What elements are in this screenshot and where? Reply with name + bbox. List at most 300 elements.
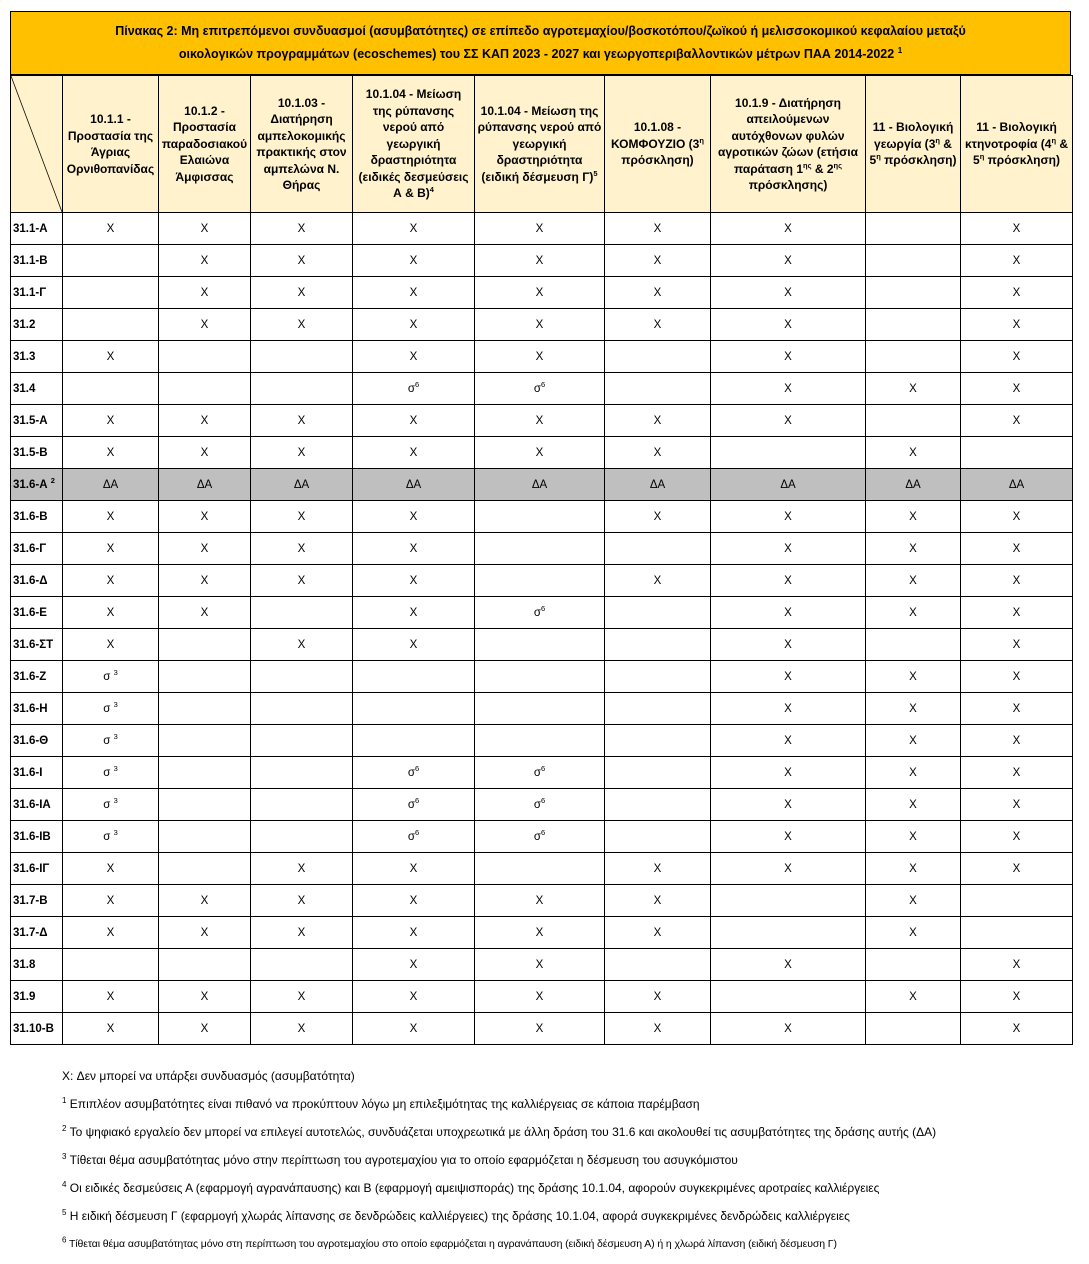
table-cell: [159, 949, 251, 981]
table-cell: X: [251, 405, 353, 437]
table-cell: X: [63, 1013, 159, 1045]
table-row: [11, 309, 1073, 341]
row-header: 31.6-Β: [11, 501, 63, 533]
table-cell: [711, 885, 866, 917]
row-header: 31.8: [11, 949, 63, 981]
table-cell: [251, 661, 353, 693]
table-row: [11, 661, 1073, 693]
table-cell: [475, 693, 605, 725]
table-cell: X: [63, 629, 159, 661]
table-cell: X: [159, 533, 251, 565]
table-cell: X: [159, 213, 251, 245]
row-header: 31.6-Ε: [11, 597, 63, 629]
table-cell: X: [961, 309, 1073, 341]
table-cell: X: [605, 277, 711, 309]
table-cell: $\sigma^6$: [475, 789, 605, 821]
table-cell: X: [961, 725, 1073, 757]
table-cell: X: [711, 949, 866, 981]
table-cell: X: [866, 885, 961, 917]
row-header: 31.6-Η: [11, 693, 63, 725]
table-row: [11, 501, 1073, 533]
footnote: [62, 1178, 1072, 1206]
table-cell: [605, 821, 711, 853]
table-cell: X: [866, 853, 961, 885]
table-cell: $\sigma^6$: [353, 789, 475, 821]
table-cell: [866, 245, 961, 277]
table-cell: [353, 661, 475, 693]
table-cell: X: [353, 949, 475, 981]
table-cell: [605, 373, 711, 405]
column-header-2: 10.1.2 - Προστασία παραδοσιακού Ελαιώνα Άμφισσας: [159, 76, 251, 213]
row-header: 31.6-ΙΒ: [11, 821, 63, 853]
table-cell: X: [251, 213, 353, 245]
table-cell: [711, 437, 866, 469]
table-row: [11, 757, 1073, 789]
table-cell: ΔΑ: [475, 469, 605, 501]
table-cell: X: [159, 405, 251, 437]
table-row: [11, 885, 1073, 917]
table-cell: X: [63, 565, 159, 597]
table-cell: X: [353, 981, 475, 1013]
table-cell: [159, 725, 251, 757]
table-cell: X: [866, 565, 961, 597]
column-header-4: 10.1.04 - Μείωση της ρύπανσης νερού από γεωργική δραστηριότητα (ειδικές δεσμεύσεις Α & Β)$^4$: [353, 76, 475, 213]
table-cell: X: [475, 981, 605, 1013]
table-cell: $\sigma^6$: [353, 373, 475, 405]
table-cell: [353, 725, 475, 757]
table-cell: [63, 245, 159, 277]
table-cell: σ $^3$: [63, 789, 159, 821]
table-cell: X: [866, 501, 961, 533]
table-cell: ΔΑ: [159, 469, 251, 501]
table-cell: [605, 661, 711, 693]
table-title-line-2: [179, 43, 902, 66]
table-cell: X: [866, 693, 961, 725]
row-header: 31.5-Α: [11, 405, 63, 437]
table-cell: X: [63, 853, 159, 885]
footnote-marker: 1: [62, 1096, 67, 1105]
table-cell: X: [63, 917, 159, 949]
table-cell: [159, 853, 251, 885]
table-cell: X: [961, 565, 1073, 597]
table-cell: X: [63, 981, 159, 1013]
table-cell: X: [605, 917, 711, 949]
table-cell: X: [711, 213, 866, 245]
table-cell: X: [866, 661, 961, 693]
table-cell: X: [251, 885, 353, 917]
table-cell: ΔΑ: [605, 469, 711, 501]
column-header-5: 10.1.04 - Μείωση της ρύπανσης νερού από γεωργική δραστηριότητα (ειδική δέσμευση Γ)$^5$: [475, 76, 605, 213]
table-cell: [961, 437, 1073, 469]
table-cell: X: [475, 341, 605, 373]
table-body: [11, 213, 1073, 1045]
table-cell: X: [251, 501, 353, 533]
row-header: 31.3: [11, 341, 63, 373]
table-cell: ΔΑ: [711, 469, 866, 501]
table-cell: X: [353, 917, 475, 949]
table-row: [11, 981, 1073, 1013]
table-cell: $\sigma^6$: [475, 597, 605, 629]
table-cell: X: [353, 629, 475, 661]
table-cell: X: [251, 437, 353, 469]
table-cell: σ $^3$: [63, 821, 159, 853]
table-cell: X: [251, 245, 353, 277]
table-cell: [251, 597, 353, 629]
footnote-marker: 3: [62, 1152, 67, 1161]
table-cell: X: [63, 437, 159, 469]
table-cell: [866, 213, 961, 245]
footnote: [62, 1122, 1072, 1150]
row-header: 31.2: [11, 309, 63, 341]
row-header: 31.6-Γ: [11, 533, 63, 565]
table-cell: X: [711, 405, 866, 437]
table-cell: X: [866, 757, 961, 789]
table-cell: X: [475, 213, 605, 245]
row-header: 31.6-Α $^2$: [11, 469, 63, 501]
table-cell: [251, 693, 353, 725]
table-cell: [605, 789, 711, 821]
table-cell: X: [866, 597, 961, 629]
table-cell: X: [353, 437, 475, 469]
table-cell: [605, 693, 711, 725]
table-row: [11, 405, 1073, 437]
table-cell: [711, 917, 866, 949]
table-cell: [251, 373, 353, 405]
table-cell: [605, 725, 711, 757]
table-row: [11, 693, 1073, 725]
table-cell: [605, 341, 711, 373]
table-cell: [475, 725, 605, 757]
table-cell: X: [353, 341, 475, 373]
column-header-9: 11 - Βιολογική κτηνοτροφία ($4^\eta$ & $5^\eta$ πρόσκληση): [961, 76, 1073, 213]
footnote: [62, 1150, 1072, 1178]
row-header: 31.7-Β: [11, 885, 63, 917]
column-header-3: 10.1.03 - Διατήρηση αμπελοκομικής πρακτικής στον αμπελώνα Ν. Θήρας: [251, 76, 353, 213]
row-header: 31.6-ΙΑ: [11, 789, 63, 821]
table-cell: [711, 981, 866, 1013]
row-header: 31.7-Δ: [11, 917, 63, 949]
table-cell: X: [353, 597, 475, 629]
table-cell: [866, 1013, 961, 1045]
table-cell: X: [475, 309, 605, 341]
table-cell: σ $^3$: [63, 757, 159, 789]
table-cell: σ $^3$: [63, 693, 159, 725]
table-cell: X: [866, 725, 961, 757]
footnote-text: Τίθεται θέμα ασυμβατότητας μόνο στη περίπτωση του αγροτεμαχίου στο οποίο εφαρμόζεται η αγρανάπαυση (ειδική δέσμευση Α) ή η χλωρά λίπανση (ειδική δέσμευση Γ): [69, 1238, 837, 1250]
footnote: [62, 1234, 1072, 1262]
table-cell: [961, 885, 1073, 917]
table-cell: [866, 405, 961, 437]
row-header: 31.4: [11, 373, 63, 405]
table-cell: X: [475, 245, 605, 277]
table-cell: X: [866, 533, 961, 565]
table-cell: X: [961, 789, 1073, 821]
row-header: 31.6-Ζ: [11, 661, 63, 693]
table-cell: X: [475, 949, 605, 981]
table-cell: X: [605, 1013, 711, 1045]
table-cell: ΔΑ: [353, 469, 475, 501]
table-cell: X: [475, 437, 605, 469]
table-cell: X: [961, 501, 1073, 533]
table-cell: X: [961, 757, 1073, 789]
table-cell: X: [711, 629, 866, 661]
table-cell: X: [605, 213, 711, 245]
table-cell: ΔΑ: [961, 469, 1073, 501]
table-cell: [251, 821, 353, 853]
table-cell: X: [605, 501, 711, 533]
table-cell: [866, 309, 961, 341]
table-cell: [251, 341, 353, 373]
footnote-text: Το ψηφιακό εργαλείο δεν μπορεί να επιλεγεί αυτοτελώς, συνδυάζεται υποχρεωτικά με άλλη δράση του 31.6 και ακολουθεί τις ασυμβατότητες της δράσης αυτής (ΔΑ): [69, 1125, 937, 1139]
table-cell: X: [251, 1013, 353, 1045]
table-cell: X: [251, 533, 353, 565]
table-cell: $\sigma^6$: [475, 757, 605, 789]
table-cell: X: [961, 821, 1073, 853]
table-cell: X: [63, 885, 159, 917]
table-cell: X: [63, 501, 159, 533]
table-cell: [159, 373, 251, 405]
table-cell: [866, 277, 961, 309]
table-row: [11, 949, 1073, 981]
table-cell: X: [159, 885, 251, 917]
row-header: 31.6-ΣΤ: [11, 629, 63, 661]
table-cell: X: [63, 405, 159, 437]
table-cell: X: [353, 309, 475, 341]
table-cell: X: [159, 917, 251, 949]
table-cell: X: [961, 277, 1073, 309]
table-cell: X: [353, 277, 475, 309]
table-cell: X: [961, 853, 1073, 885]
table-cell: X: [711, 725, 866, 757]
table-cell: [159, 693, 251, 725]
table-cell: [605, 629, 711, 661]
table-cell: ΔΑ: [866, 469, 961, 501]
table-cell: [251, 757, 353, 789]
table-cell: X: [711, 789, 866, 821]
footnotes: [62, 1066, 1072, 1262]
table-cell: [475, 533, 605, 565]
footnote: [62, 1066, 1072, 1094]
table-cell: X: [475, 917, 605, 949]
table-cell: X: [961, 1013, 1073, 1045]
table-cell: X: [251, 853, 353, 885]
table-cell: X: [159, 1013, 251, 1045]
table-cell: X: [159, 597, 251, 629]
table-cell: X: [353, 885, 475, 917]
table-cell: [475, 661, 605, 693]
table-cell: X: [251, 629, 353, 661]
footnote-text: Επιπλέον ασυμβατότητες είναι πιθανό να προκύπτουν λόγω μη επιλεξιμότητας της καλλιέργειας σε κάποια παρέμβαση: [69, 1097, 700, 1111]
table-cell: X: [711, 597, 866, 629]
table-cell: [605, 597, 711, 629]
row-header: 31.9: [11, 981, 63, 1013]
table-cell: [63, 373, 159, 405]
table-row: [11, 565, 1073, 597]
table-cell: X: [251, 981, 353, 1013]
table-cell: X: [961, 245, 1073, 277]
table-cell: [866, 949, 961, 981]
corner-cell: [11, 76, 63, 213]
table-cell: X: [711, 245, 866, 277]
table-cell: X: [159, 245, 251, 277]
table-cell: X: [605, 565, 711, 597]
table-cell: X: [866, 373, 961, 405]
table-cell: X: [605, 437, 711, 469]
table-cell: X: [475, 277, 605, 309]
table-cell: [866, 629, 961, 661]
table-cell: X: [63, 533, 159, 565]
table-cell: X: [159, 309, 251, 341]
table-cell: X: [251, 309, 353, 341]
table-cell: X: [866, 821, 961, 853]
table-cell: [159, 341, 251, 373]
table-cell: X: [159, 981, 251, 1013]
table-cell: X: [159, 277, 251, 309]
row-header: 31.1-Α: [11, 213, 63, 245]
table-cell: X: [63, 213, 159, 245]
table-cell: X: [711, 821, 866, 853]
table-cell: X: [711, 341, 866, 373]
table-cell: X: [605, 885, 711, 917]
table-cell: X: [159, 501, 251, 533]
table-cell: [475, 501, 605, 533]
table-cell: X: [711, 501, 866, 533]
table-cell: [159, 757, 251, 789]
table-cell: X: [961, 597, 1073, 629]
table-cell: [605, 533, 711, 565]
table-row: [11, 277, 1073, 309]
table-row: [11, 469, 1073, 501]
table-row: [11, 213, 1073, 245]
table-cell: X: [961, 213, 1073, 245]
footnote-marker: 1: [897, 45, 903, 55]
footnote-text: Η ειδική δέσμευση Γ (εφαρμογή χλωράς λίπανσης σε δενδρώδεις καλλιέργειες) της δράσης 10.1.04, αφορά συγκεκριμένες δενδρώδεις καλλιέργειες: [69, 1209, 850, 1223]
table-row: [11, 629, 1073, 661]
table-cell: X: [961, 693, 1073, 725]
table-cell: [251, 725, 353, 757]
footnote-marker: 2: [62, 1124, 67, 1133]
table-cell: X: [711, 565, 866, 597]
table-cell: X: [353, 1013, 475, 1045]
table-cell: X: [475, 885, 605, 917]
table-cell: [475, 629, 605, 661]
table-cell: X: [866, 437, 961, 469]
table-cell: [475, 565, 605, 597]
table-row: [11, 597, 1073, 629]
table-cell: [63, 309, 159, 341]
table-cell: X: [711, 661, 866, 693]
table-cell: X: [605, 309, 711, 341]
header-row: [11, 76, 1073, 213]
table-cell: X: [475, 405, 605, 437]
table-cell: X: [475, 1013, 605, 1045]
table-cell: X: [353, 213, 475, 245]
footnote-text: X: Δεν μπορεί να υπάρξει συνδυασμός (ασυμβατότητα): [62, 1069, 355, 1083]
footnote-text: Τίθεται θέμα ασυμβατότητας μόνο στην περίπτωση του αγροτεμαχίου για το οποίο εφαρμόζεται η δέσμευση του ασυγκόμιστου: [69, 1153, 738, 1167]
table-row: [11, 917, 1073, 949]
table-cell: X: [866, 789, 961, 821]
table-cell: X: [711, 757, 866, 789]
table-cell: ΔΑ: [251, 469, 353, 501]
table-cell: [159, 629, 251, 661]
table-cell: [866, 341, 961, 373]
table-cell: X: [63, 341, 159, 373]
table-cell: [605, 949, 711, 981]
row-header: 31.6-Δ: [11, 565, 63, 597]
table-cell: [63, 277, 159, 309]
table-cell: X: [711, 309, 866, 341]
diagonal-divider: [11, 76, 62, 212]
row-header: 31.6-ΙΓ: [11, 853, 63, 885]
table-cell: [605, 757, 711, 789]
row-header: 31.6-Θ: [11, 725, 63, 757]
table-cell: X: [961, 533, 1073, 565]
table-row: [11, 1013, 1073, 1045]
column-header-8: 11 - Βιολογική γεωργία ($3^\eta$ & $5^\eta$ πρόσκληση): [866, 76, 961, 213]
table-cell: X: [961, 373, 1073, 405]
table-cell: X: [961, 981, 1073, 1013]
table-cell: [353, 693, 475, 725]
table-cell: [159, 661, 251, 693]
table-cell: σ $^3$: [63, 661, 159, 693]
row-header: 31.10-Β: [11, 1013, 63, 1045]
table-cell: [251, 949, 353, 981]
table-cell: X: [711, 373, 866, 405]
table-cell: X: [605, 981, 711, 1013]
table-cell: X: [605, 405, 711, 437]
table-cell: X: [866, 981, 961, 1013]
table-cell: [475, 853, 605, 885]
footnote-marker: 5: [62, 1208, 67, 1217]
footnote-marker: 4: [62, 1180, 67, 1189]
table-cell: X: [711, 533, 866, 565]
column-header-7: 10.1.9 - Διατήρηση απειλούμενων αυτόχθονων φυλών αγροτικών ζώων (ετήσια παράταση $1^{\eta\varsigma}$ & $2^{\eta\varsigma}$ πρόσκλησης): [711, 76, 866, 213]
table-cell: [961, 917, 1073, 949]
table-cell: X: [866, 917, 961, 949]
row-header: 31.1-Γ: [11, 277, 63, 309]
table-cell: X: [961, 341, 1073, 373]
footnote: [62, 1206, 1072, 1234]
table-cell: X: [353, 245, 475, 277]
table-cell: X: [159, 437, 251, 469]
table-cell: $\sigma^6$: [353, 821, 475, 853]
footnote: [62, 1094, 1072, 1122]
table-cell: X: [961, 661, 1073, 693]
table-cell: $\sigma^6$: [353, 757, 475, 789]
incompatibility-table: [10, 75, 1073, 1045]
table-cell: X: [353, 533, 475, 565]
table-cell: X: [961, 949, 1073, 981]
row-header: 31.1-Β: [11, 245, 63, 277]
table-title: [10, 11, 1071, 75]
table-row: [11, 373, 1073, 405]
footnote-text: Οι ειδικές δεσμεύσεις Α (εφαρμογή αγρανάπαυσης) και Β (εφαρμογή αμειψισποράς) της δράσης 10.1.04, αφορούν συγκεκριμένες αροτραίες καλλιέργειες: [69, 1181, 880, 1195]
table-cell: X: [711, 1013, 866, 1045]
footnote-marker: 6: [62, 1235, 67, 1245]
table-row: [11, 789, 1073, 821]
table-cell: [251, 789, 353, 821]
table-row: [11, 853, 1073, 885]
table-cell: X: [159, 565, 251, 597]
table-cell: X: [961, 405, 1073, 437]
table-cell: X: [63, 597, 159, 629]
column-header-1: 10.1.1 - Προστασία της Άγριας Ορνιθοπανίδας: [63, 76, 159, 213]
table-row: [11, 725, 1073, 757]
table-cell: X: [711, 277, 866, 309]
table-cell: X: [353, 405, 475, 437]
table-cell: σ $^3$: [63, 725, 159, 757]
table-cell: [159, 789, 251, 821]
